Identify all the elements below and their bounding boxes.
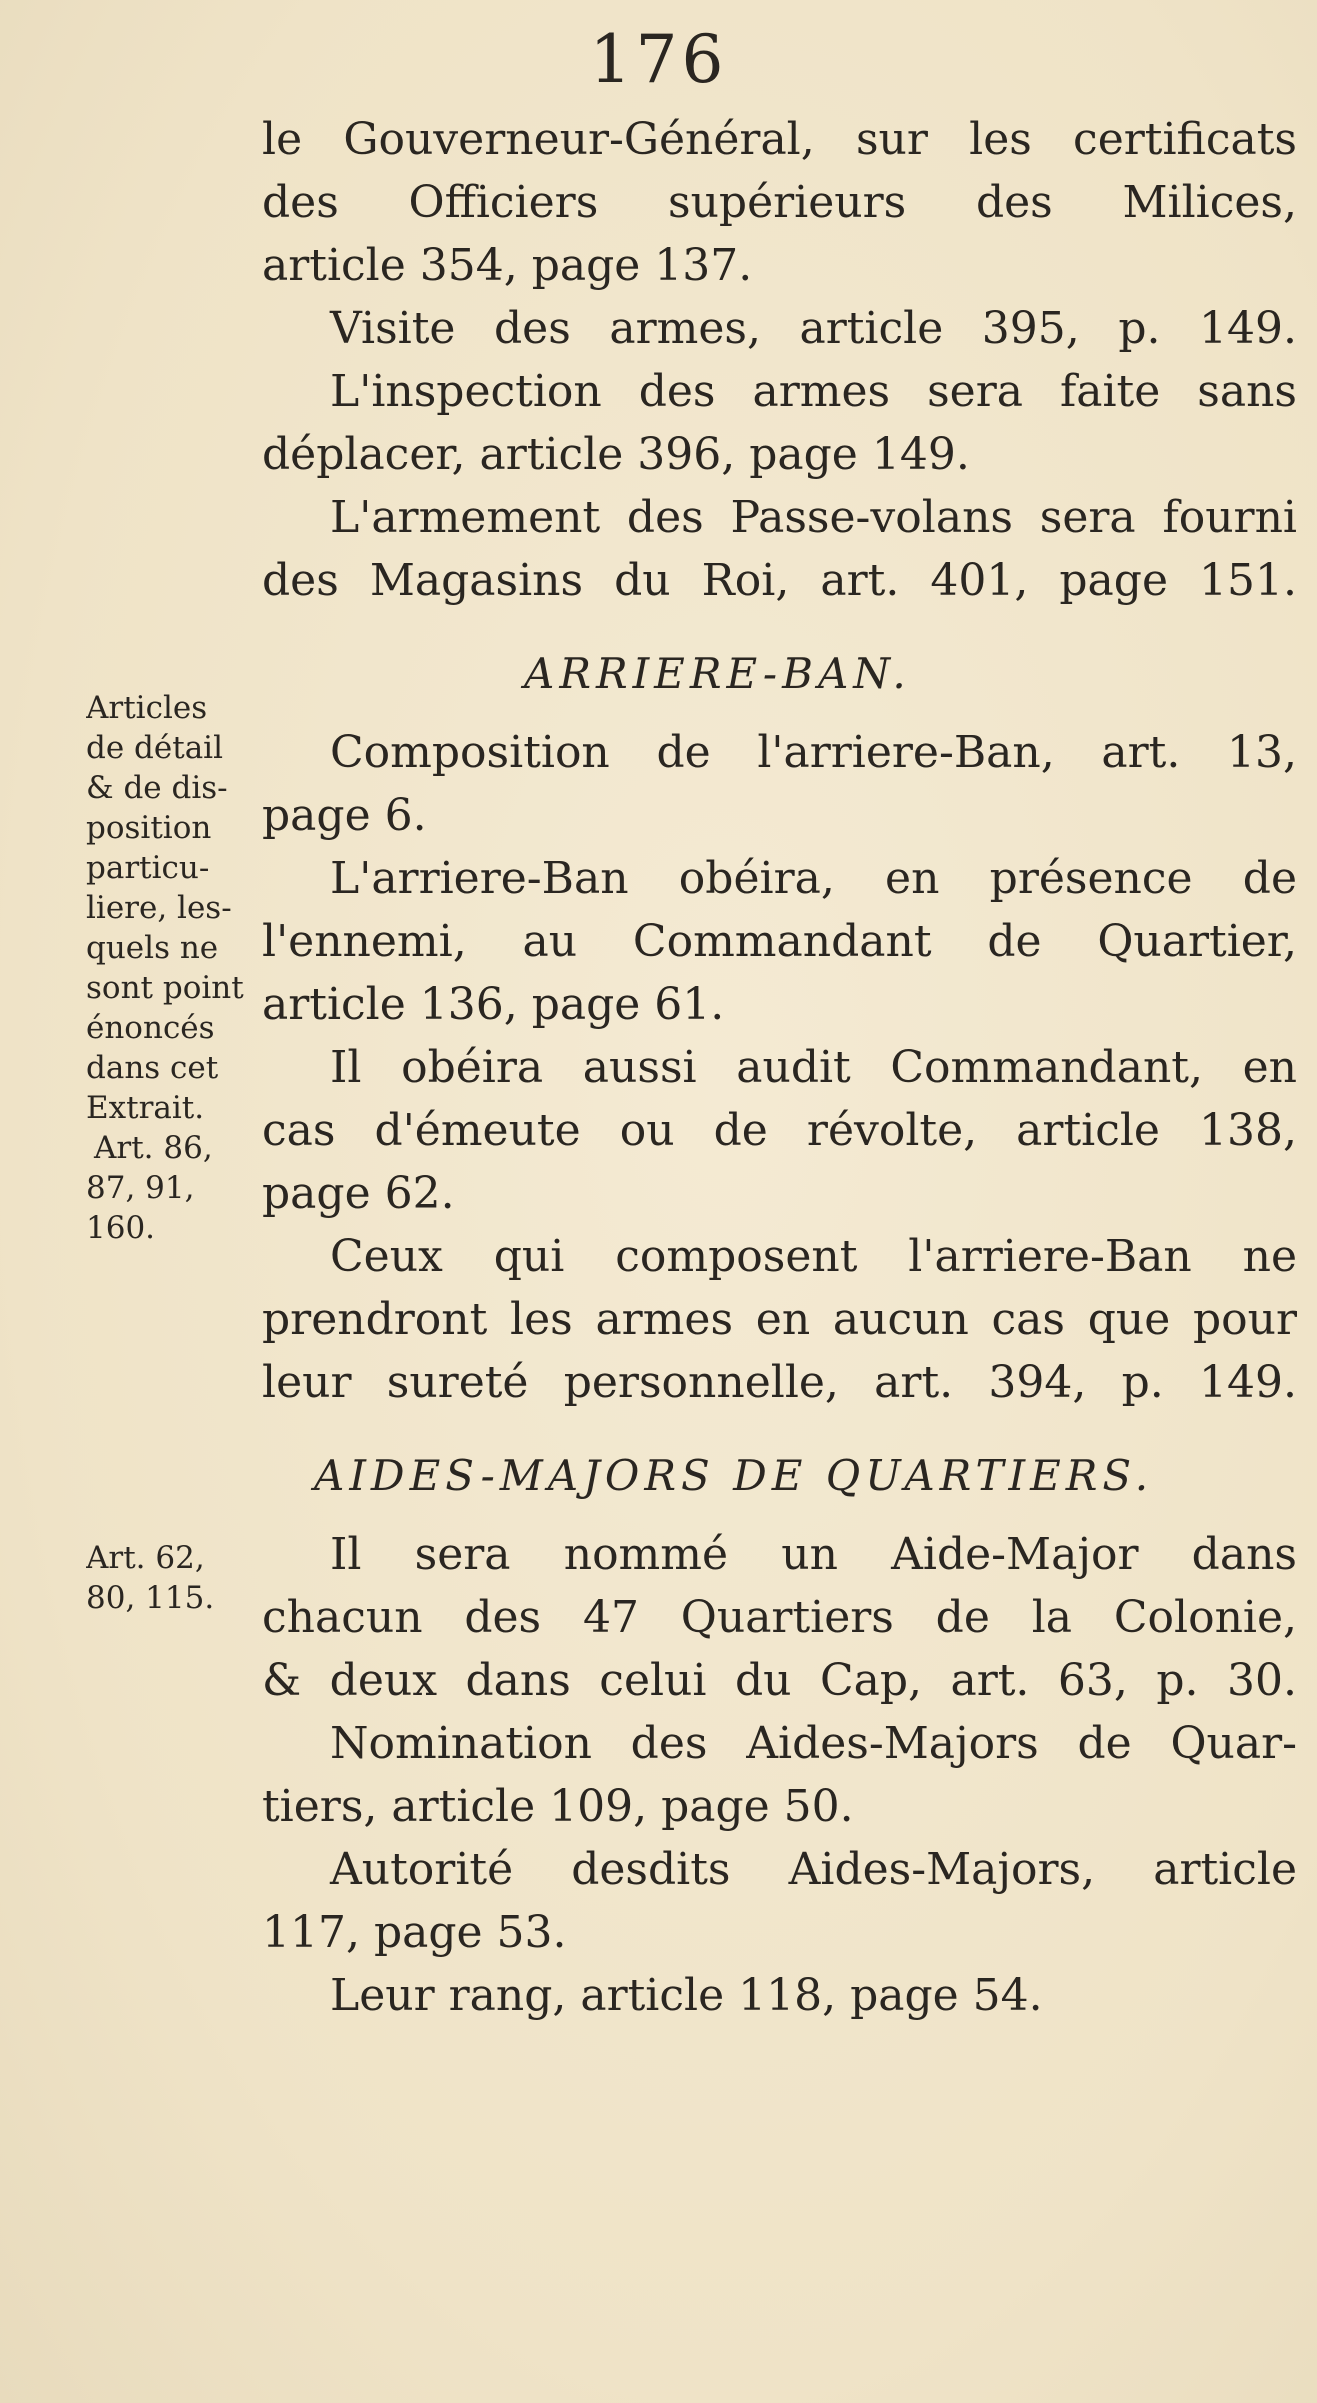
- text-line: Autorité desdits Aides-Majors, article: [330, 1844, 1297, 1895]
- page-number: 176: [589, 21, 728, 98]
- text-line: L'armement des Passe-volans sera fourni: [330, 492, 1297, 543]
- margin-line: 160.: [86, 1210, 156, 1246]
- text-line: déplacer, article 396, page 149.: [262, 429, 970, 480]
- text-line: article 354, page 137.: [262, 240, 753, 291]
- margin-line: Art. 62,: [86, 1540, 205, 1576]
- text-line: Ceux qui composent l'arriere-Ban ne: [330, 1231, 1297, 1282]
- text-line: des Magasins du Roi, art. 401, page 151.: [262, 555, 1297, 606]
- text-line: article 136, page 61.: [262, 979, 725, 1030]
- text-line: leur sureté personnelle, art. 394, p. 149.: [262, 1357, 1297, 1408]
- text-line: & deux dans celui du Cap, art. 63, p. 30.: [262, 1655, 1297, 1706]
- text-line: L'inspection des armes sera faite sans: [330, 366, 1297, 417]
- text-line: des Officiers supérieurs des Milices,: [262, 177, 1297, 228]
- text-line: tiers, article 109, page 50.: [262, 1781, 854, 1832]
- text-line: prendront les armes en aucun cas que pour: [262, 1294, 1297, 1345]
- text-line: 117, page 53.: [262, 1907, 567, 1958]
- text-line: chacun des 47 Quartiers de la Colonie,: [262, 1592, 1297, 1643]
- section-heading-aides-majors: AIDES-MAJORS DE QUARTIERS.: [314, 1451, 1154, 1500]
- margin-line: Art. 86,: [94, 1130, 213, 1166]
- margin-line: 80, 115.: [86, 1580, 215, 1616]
- margin-line: position: [86, 810, 212, 846]
- text-line: Il obéira aussi audit Commandant, en: [330, 1042, 1297, 1093]
- text-line: page 6.: [262, 790, 427, 841]
- margin-line: Articles: [86, 690, 208, 726]
- margin-line: particu-: [86, 850, 210, 886]
- text-line: Il sera nommé un Aide-Major dans: [330, 1529, 1297, 1580]
- text-line: L'arriere-Ban obéira, en présence de: [330, 853, 1297, 904]
- margin-line: de détail: [86, 730, 224, 766]
- text-line: Composition de l'arriere-Ban, art. 13,: [330, 727, 1297, 778]
- margin-line: dans cet: [86, 1050, 219, 1086]
- margin-line: liere, les-: [86, 890, 232, 926]
- margin-line: énoncés: [86, 1010, 215, 1046]
- text-line: page 62.: [262, 1168, 455, 1219]
- text-line: Leur rang, article 118, page 54.: [330, 1970, 1043, 2021]
- section-heading-arriere-ban: ARRIERE-BAN.: [524, 649, 911, 698]
- margin-note-aides-majors: [86, 1538, 286, 1618]
- text-line: le Gouverneur-Général, sur les certificats: [262, 114, 1297, 165]
- margin-line: Extrait.: [86, 1090, 205, 1126]
- margin-line: 87, 91,: [86, 1170, 195, 1206]
- margin-line: quels ne: [86, 930, 219, 966]
- margin-line: sont point: [86, 970, 244, 1006]
- text-line: Visite des armes, article 395, p. 149.: [330, 303, 1297, 354]
- text-line: l'ennemi, au Commandant de Quartier,: [262, 916, 1297, 967]
- main-text-column: [262, 108, 1297, 2027]
- margin-line: & de dis-: [86, 770, 228, 806]
- text-line: cas d'émeute ou de révolte, article 138,: [262, 1105, 1297, 1156]
- text-line: Nomination des Aides-Majors de Quar-: [330, 1718, 1297, 1769]
- margin-note-arriere-ban: [86, 688, 286, 1248]
